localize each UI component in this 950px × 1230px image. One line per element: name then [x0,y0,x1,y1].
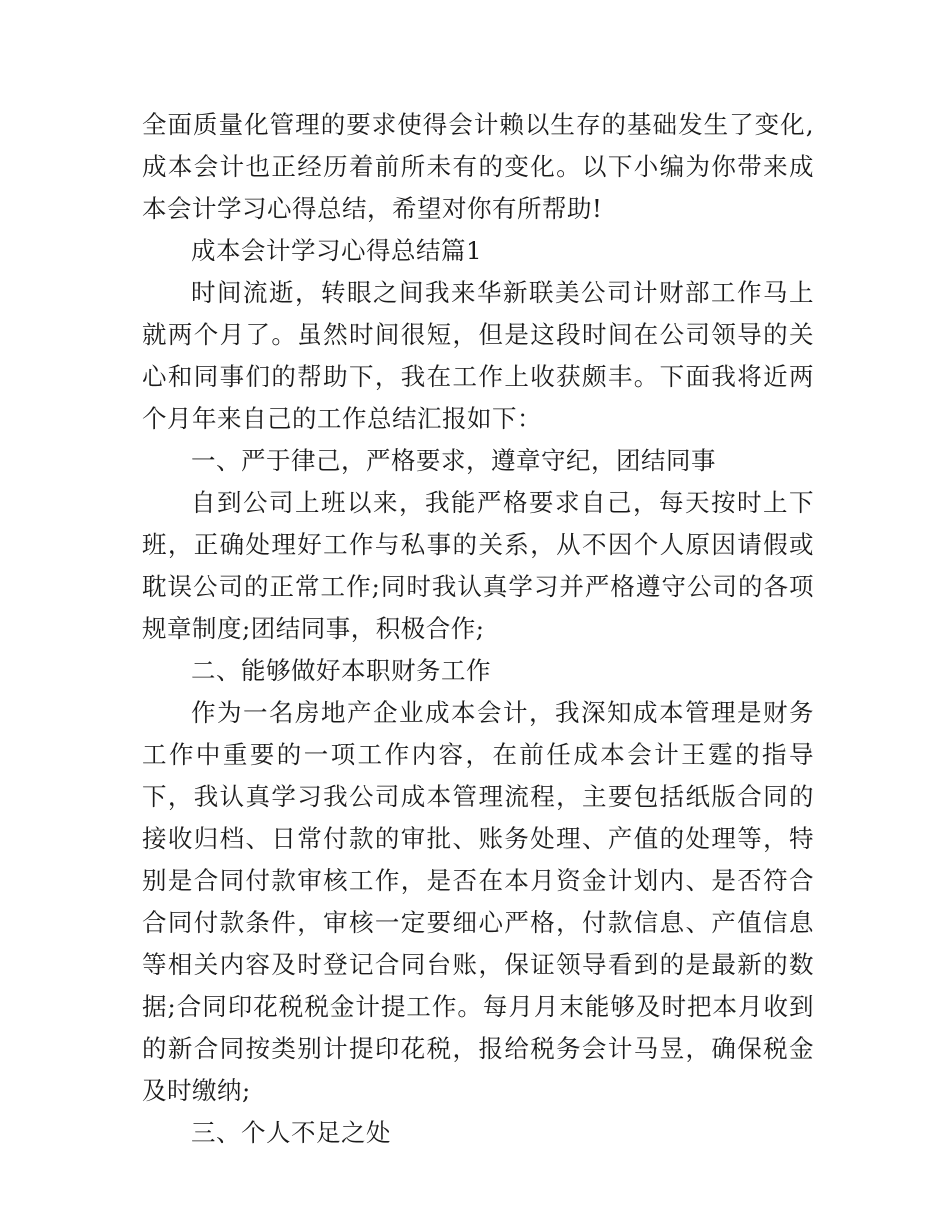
section-heading: 二、能够做好本职财务工作 [191,656,491,685]
body-paragraph: 时间流逝，转眼之间我来华新联美公司计财部工作马上就两个月了。虽然时间很短，但是这段时间在公司领导的关心和同事们的帮助下，我在工作上收获颇丰。下面我将近两个月年来自己的工作总结汇报如下： [142,278,814,433]
section-heading: 一、严于律己，严格要求，遵章守纪，团结同事 [191,446,716,475]
section-heading: 三、个人不足之处 [191,1118,391,1147]
intro-paragraph: 全面质量化管理的要求使得会计赖以生存的基础发生了变化,成本会计也正经历着前所未有的变化。以下小编为你带来成本会计学习心得总结，希望对你有所帮助! [142,110,814,223]
document-body [142,104,814,1154]
section-title: 成本会计学习心得总结篇1 [191,236,483,265]
body-paragraph: 作为一名房地产企业成本会计，我深知成本管理是财务工作中重要的一项工作内容，在前任成本会计王霆的指导下，我认真学习我公司成本管理流程，主要包括纸版合同的接收归档、日常付款的审批、账务处理、产值的处理等，特别是合同付款审核工作，是否在本月资金计划内、是否符合合同付款条件，审核一定要细心严格，付款信息、产值信息等相关内容及时登记合同台账，保证领导看到的是最新的数据;合同印花税税金计提工作。每月月末能够及时把本月收到的新合同按类别计提印花税，报给税务会计马昱，确保税金及时缴纳; [142,698,814,1105]
body-paragraph: 自到公司上班以来，我能严格要求自己，每天按时上下班，正确处理好工作与私事的关系，从不因个人原因请假或耽误公司的正常工作;同时我认真学习并严格遵守公司的各项规章制度;团结同事，积极合作; [142,488,814,643]
